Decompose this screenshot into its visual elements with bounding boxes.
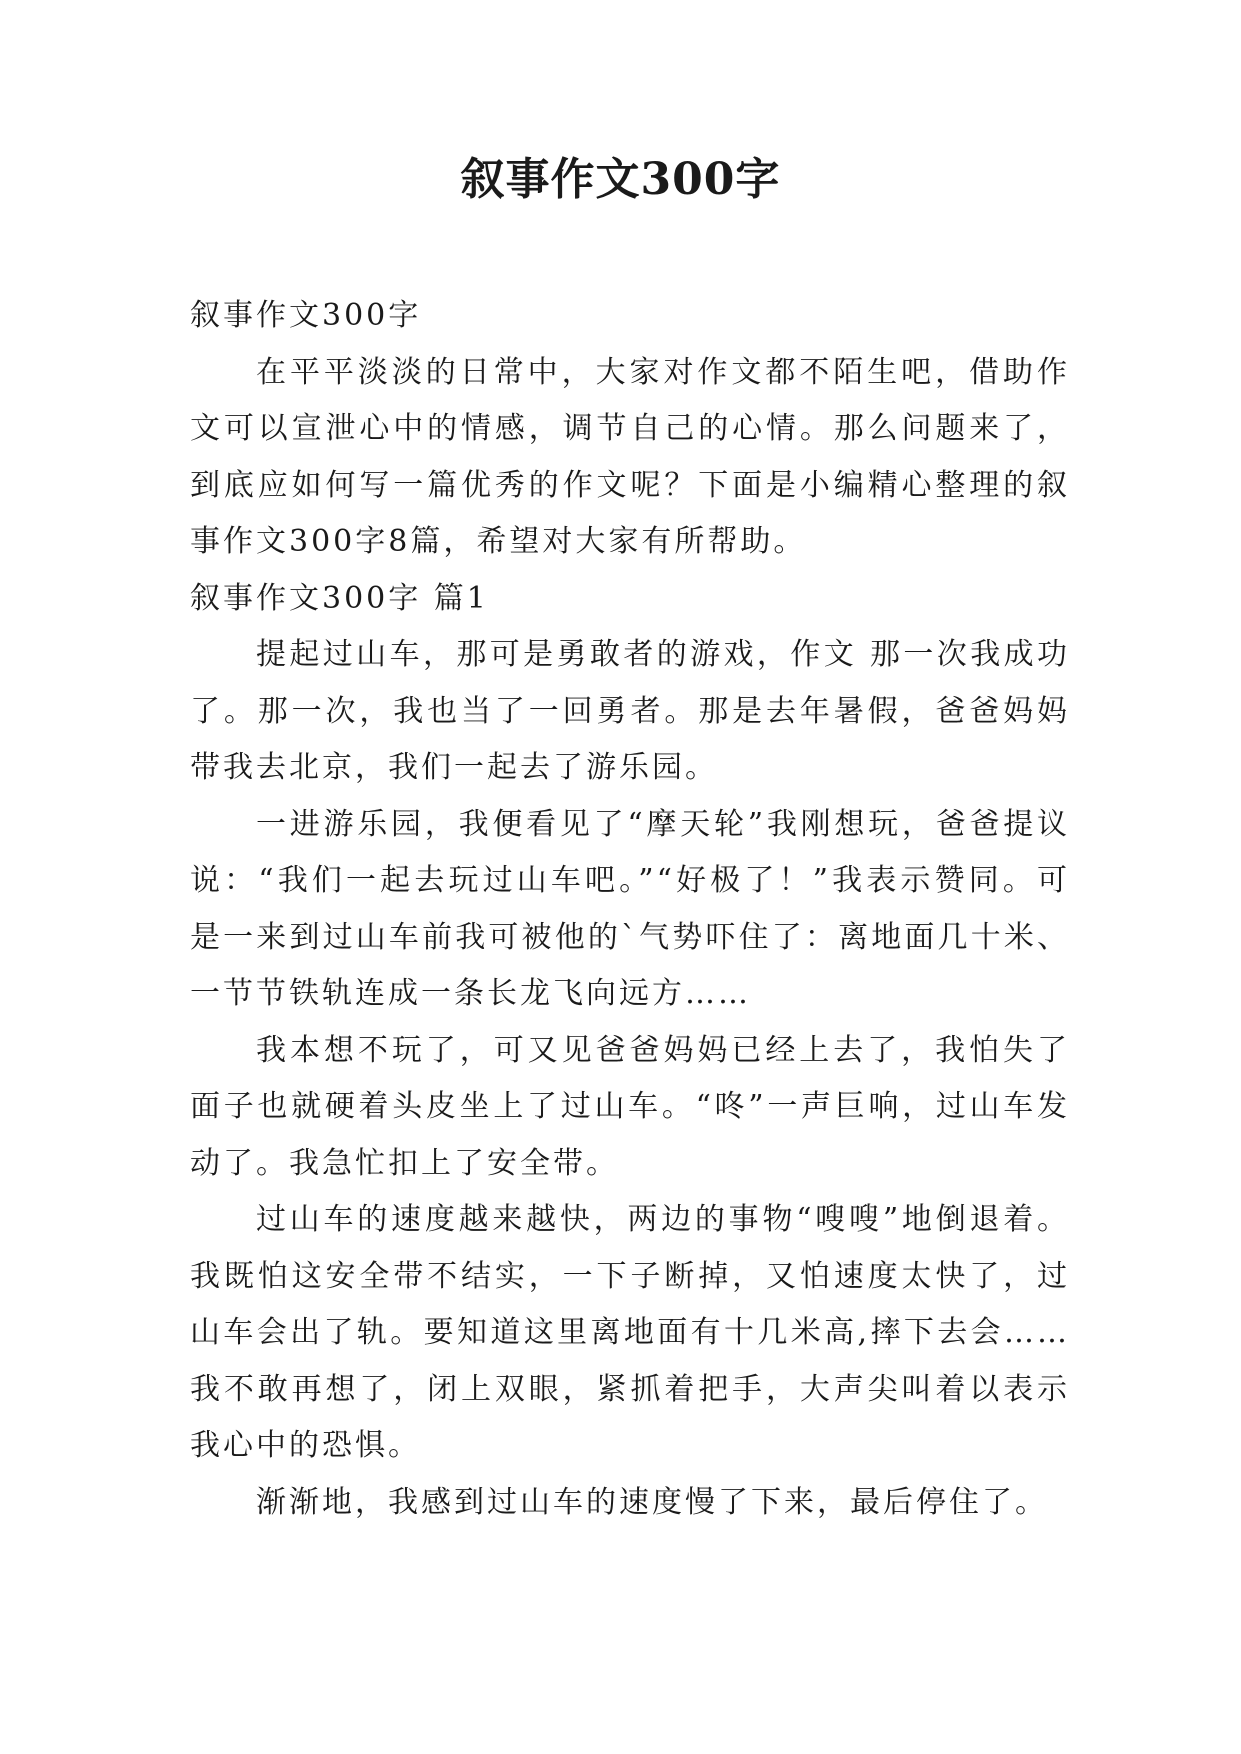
body-paragraph: 一进游乐园，我便看见了“摩天轮”我刚想玩，爸爸提议说：“我们一起去玩过山车吧。”“好极了！”我表示赞同。可是一来到过山车前我可被他的`气势吓住了：离地面几十米、一节节铁轨连成一条长龙飞向远方…… xyxy=(190,806,1070,1011)
body-paragraph: 我本想不玩了，可又见爸爸妈妈已经上去了，我怕失了面子也就硬着头皮坐上了过山车。“咚”一声巨响，过山车发动了。我急忙扣上了安全带。 xyxy=(190,1032,1070,1181)
body-paragraph: 过山车的速度越来越快，两边的事物“嗖嗖”地倒退着。我既怕这安全带不结实，一下子断掉，又怕速度太快了，过山车会出了轨。要知道这里离地面有十几米高,摔下去会……我不敢再想了，闭上双眼，紧抓着把手，大声尖叫着以表示我心中的恐惧。 xyxy=(190,1202,1070,1463)
body-paragraph: 提起过山车，那可是勇敢者的游戏，作文 那一次我成功了。那一次，我也当了一回勇者。那是去年暑假，爸爸妈妈带我去北京，我们一起去了游乐园。 xyxy=(190,637,1070,785)
essay-heading: 叙事作文300字 xyxy=(190,298,422,333)
document-body xyxy=(190,288,1070,1531)
essay-section-heading: 叙事作文300字 篇1 xyxy=(190,580,489,616)
document-title: 叙事作文300字 xyxy=(460,154,781,205)
body-paragraph: 渐渐地，我感到过山车的速度慢了下来，最后停住了。 xyxy=(256,1484,1048,1520)
intro-paragraph: 在平平淡淡的日常中，大家对作文都不陌生吧，借助作文可以宣泄心中的情感，调节自己的心情。那么问题来了，到底应如何写一篇优秀的作文呢？下面是小编精心整理的叙事作文300字8篇，希望对大家有所帮助。 xyxy=(190,354,1070,559)
